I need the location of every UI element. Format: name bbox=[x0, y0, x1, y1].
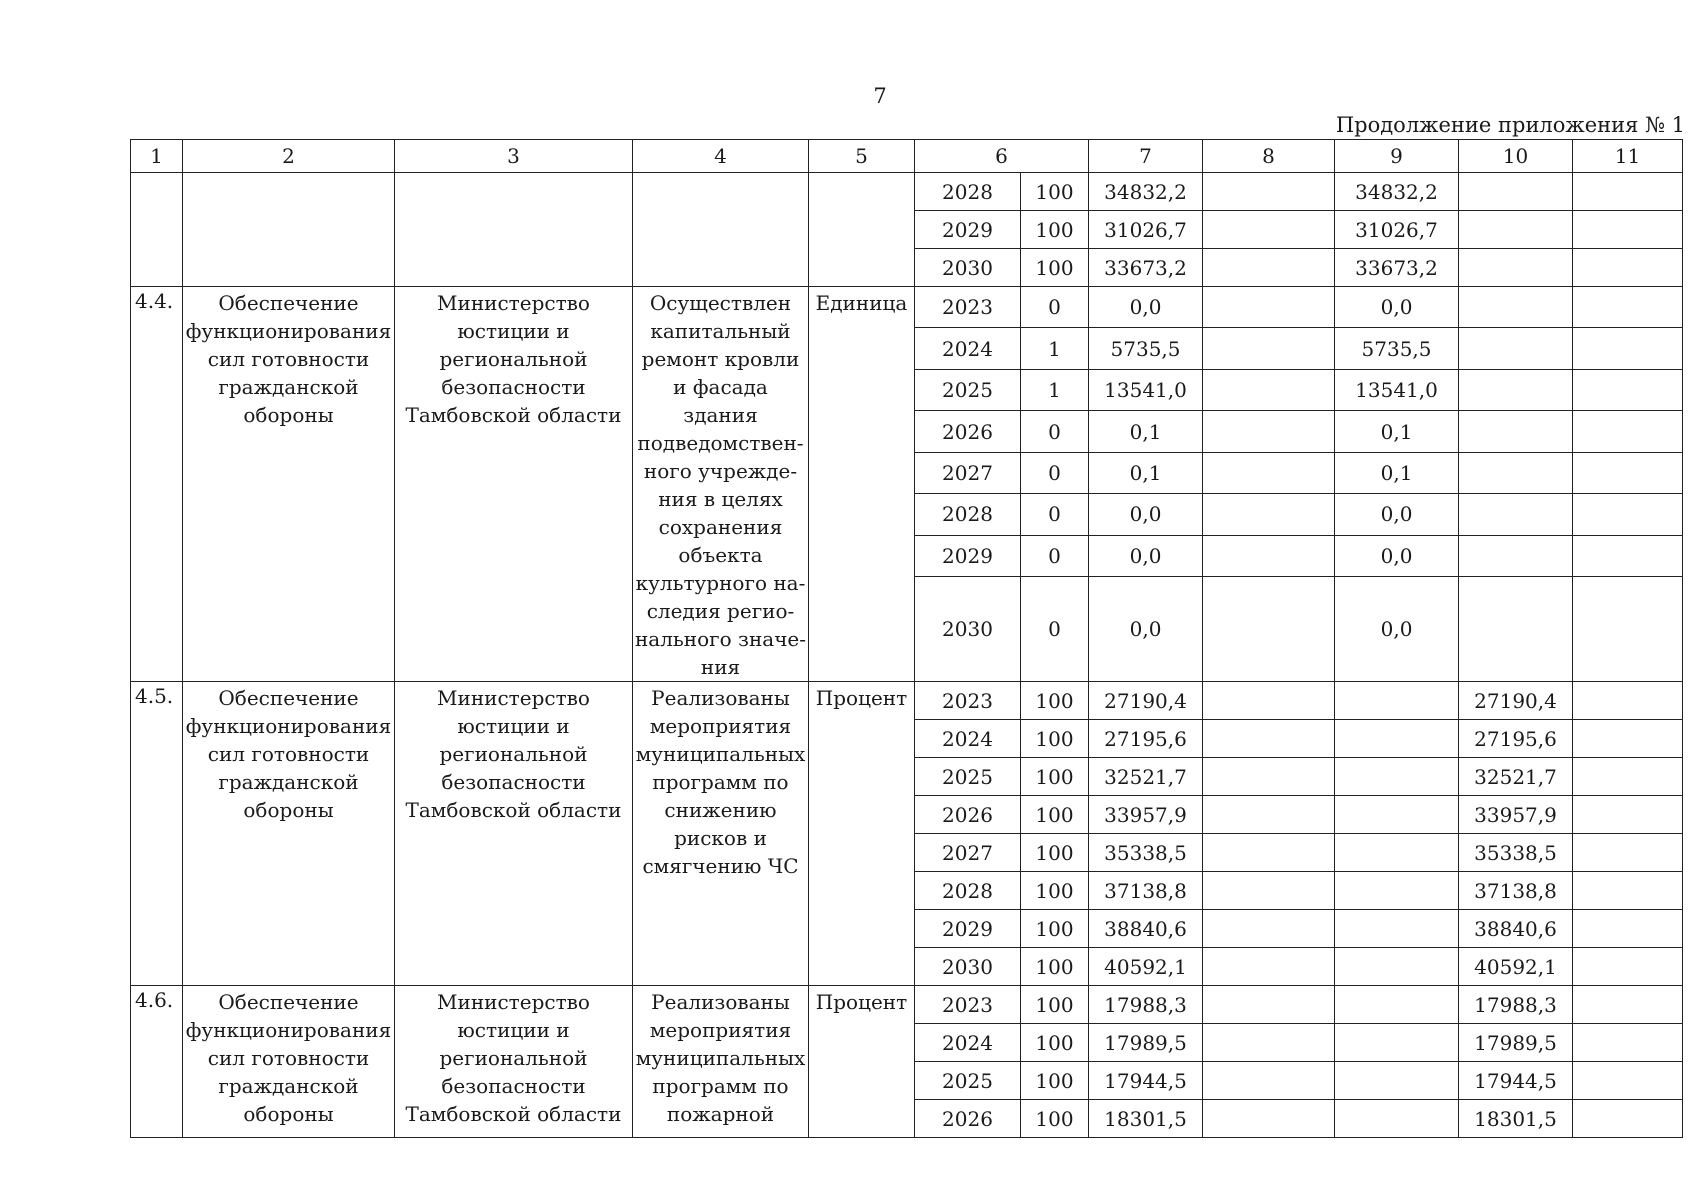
unit-cell: Процент bbox=[809, 986, 915, 1138]
col9-cell: 0,0 bbox=[1335, 287, 1459, 328]
unit-cell: Единица bbox=[809, 287, 915, 682]
result-cell: Реализованы мероприятия муниципальных программ по пожарной bbox=[633, 986, 809, 1138]
col8-cell bbox=[1203, 173, 1335, 211]
header-cell-6: 6 bbox=[915, 140, 1089, 173]
indicator-value-cell: 100 bbox=[1021, 834, 1089, 872]
year-cell: 2029 bbox=[915, 535, 1021, 576]
indicator-value-cell: 100 bbox=[1021, 872, 1089, 910]
result-cell: Реализованы мероприятия муниципальных программ по снижению рисков и смягчению ЧС bbox=[633, 682, 809, 986]
col11-cell bbox=[1573, 535, 1683, 576]
col11-cell bbox=[1573, 948, 1683, 986]
col8-cell bbox=[1203, 328, 1335, 369]
table-row bbox=[131, 986, 1683, 1024]
col11-cell bbox=[1573, 986, 1683, 1024]
col11-cell bbox=[1573, 758, 1683, 796]
indicator-value-cell: 0 bbox=[1021, 452, 1089, 493]
col7-cell: 18301,5 bbox=[1089, 1100, 1203, 1138]
year-cell: 2025 bbox=[915, 369, 1021, 410]
activity-name-cell bbox=[183, 173, 395, 287]
indicator-value-cell: 100 bbox=[1021, 910, 1089, 948]
col10-cell bbox=[1459, 452, 1573, 493]
year-cell: 2023 bbox=[915, 986, 1021, 1024]
activity-name-cell: Обеспечение функционирования сил готовности гражданской обороны bbox=[183, 682, 395, 986]
col9-cell bbox=[1335, 1100, 1459, 1138]
header-cell-1: 1 bbox=[131, 140, 183, 173]
col7-cell: 0,0 bbox=[1089, 287, 1203, 328]
header-cell-4: 4 bbox=[633, 140, 809, 173]
col7-cell: 40592,1 bbox=[1089, 948, 1203, 986]
col7-cell: 33957,9 bbox=[1089, 796, 1203, 834]
agency-cell: Министерство юстиции и региональной безопасности Тамбовской области bbox=[395, 682, 633, 986]
col10-cell: 27190,4 bbox=[1459, 682, 1573, 720]
col9-cell bbox=[1335, 986, 1459, 1024]
year-cell: 2028 bbox=[915, 872, 1021, 910]
col8-cell bbox=[1203, 758, 1335, 796]
col9-cell: 0,1 bbox=[1335, 452, 1459, 493]
year-cell: 2029 bbox=[915, 910, 1021, 948]
year-cell: 2028 bbox=[915, 173, 1021, 211]
indicator-value-cell: 0 bbox=[1021, 577, 1089, 682]
col10-cell: 17988,3 bbox=[1459, 986, 1573, 1024]
col9-cell bbox=[1335, 758, 1459, 796]
header-cell-2: 2 bbox=[183, 140, 395, 173]
year-cell: 2023 bbox=[915, 287, 1021, 328]
year-cell: 2026 bbox=[915, 796, 1021, 834]
result-cell: Осуществлен капитальный ремонт кровли и фасада здания подведомствен-ного учрежде-ния в целях сохранения объекта культурного на-следия регио-нального значе-ния bbox=[633, 287, 809, 682]
col7-cell: 0,1 bbox=[1089, 411, 1203, 452]
indicator-value-cell: 100 bbox=[1021, 173, 1089, 211]
col10-cell bbox=[1459, 494, 1573, 535]
year-cell: 2028 bbox=[915, 494, 1021, 535]
col10-cell: 38840,6 bbox=[1459, 910, 1573, 948]
year-cell: 2027 bbox=[915, 452, 1021, 493]
indicator-value-cell: 0 bbox=[1021, 494, 1089, 535]
col11-cell bbox=[1573, 682, 1683, 720]
col9-cell bbox=[1335, 1062, 1459, 1100]
indicator-value-cell: 100 bbox=[1021, 249, 1089, 287]
unit-cell bbox=[809, 173, 915, 287]
indicator-value-cell: 100 bbox=[1021, 1100, 1089, 1138]
col11-cell bbox=[1573, 910, 1683, 948]
agency-cell bbox=[395, 173, 633, 287]
year-cell: 2030 bbox=[915, 249, 1021, 287]
year-cell: 2030 bbox=[915, 577, 1021, 682]
agency-cell: Министерство юстиции и региональной безопасности Тамбовской области bbox=[395, 287, 633, 682]
col7-cell: 32521,7 bbox=[1089, 758, 1203, 796]
year-cell: 2025 bbox=[915, 1062, 1021, 1100]
col10-cell bbox=[1459, 577, 1573, 682]
col11-cell bbox=[1573, 720, 1683, 758]
continuation-label: Продолжение приложения № 1 bbox=[1335, 113, 1685, 137]
activity-name-cell: Обеспечение функционирования сил готовности гражданской обороны bbox=[183, 986, 395, 1138]
col8-cell bbox=[1203, 986, 1335, 1024]
col7-cell: 17989,5 bbox=[1089, 1024, 1203, 1062]
col10-cell bbox=[1459, 211, 1573, 249]
col11-cell bbox=[1573, 834, 1683, 872]
col10-cell bbox=[1459, 249, 1573, 287]
col7-cell: 17988,3 bbox=[1089, 986, 1203, 1024]
agency-cell: Министерство юстиции и региональной безопасности Тамбовской области bbox=[395, 986, 633, 1138]
col9-cell bbox=[1335, 948, 1459, 986]
year-cell: 2023 bbox=[915, 682, 1021, 720]
col8-cell bbox=[1203, 682, 1335, 720]
indicator-value-cell: 100 bbox=[1021, 1062, 1089, 1100]
col8-cell bbox=[1203, 1024, 1335, 1062]
indicator-value-cell: 100 bbox=[1021, 948, 1089, 986]
table-body bbox=[131, 173, 1683, 1138]
indicator-value-cell: 100 bbox=[1021, 986, 1089, 1024]
col10-cell: 32521,7 bbox=[1459, 758, 1573, 796]
col10-cell bbox=[1459, 173, 1573, 211]
col7-cell: 38840,6 bbox=[1089, 910, 1203, 948]
col9-cell: 5735,5 bbox=[1335, 328, 1459, 369]
col7-cell: 34832,2 bbox=[1089, 173, 1203, 211]
col8-cell bbox=[1203, 872, 1335, 910]
col10-cell bbox=[1459, 411, 1573, 452]
year-cell: 2024 bbox=[915, 328, 1021, 369]
program-table bbox=[130, 139, 1683, 1138]
col7-cell: 17944,5 bbox=[1089, 1062, 1203, 1100]
year-cell: 2024 bbox=[915, 720, 1021, 758]
col10-cell: 40592,1 bbox=[1459, 948, 1573, 986]
col10-cell bbox=[1459, 328, 1573, 369]
col9-cell: 13541,0 bbox=[1335, 369, 1459, 410]
col11-cell bbox=[1573, 872, 1683, 910]
col8-cell bbox=[1203, 577, 1335, 682]
col10-cell: 33957,9 bbox=[1459, 796, 1573, 834]
col9-cell bbox=[1335, 1024, 1459, 1062]
year-cell: 2030 bbox=[915, 948, 1021, 986]
row-number-cell bbox=[131, 173, 183, 287]
year-cell: 2027 bbox=[915, 834, 1021, 872]
year-cell: 2025 bbox=[915, 758, 1021, 796]
col8-cell bbox=[1203, 249, 1335, 287]
indicator-value-cell: 1 bbox=[1021, 328, 1089, 369]
col7-cell: 0,1 bbox=[1089, 452, 1203, 493]
col7-cell: 33673,2 bbox=[1089, 249, 1203, 287]
col11-cell bbox=[1573, 211, 1683, 249]
col10-cell bbox=[1459, 287, 1573, 328]
indicator-value-cell: 0 bbox=[1021, 535, 1089, 576]
col10-cell: 17944,5 bbox=[1459, 1062, 1573, 1100]
col8-cell bbox=[1203, 287, 1335, 328]
col9-cell bbox=[1335, 910, 1459, 948]
indicator-value-cell: 100 bbox=[1021, 211, 1089, 249]
col11-cell bbox=[1573, 1062, 1683, 1100]
table-row bbox=[131, 682, 1683, 720]
year-cell: 2026 bbox=[915, 411, 1021, 452]
col11-cell bbox=[1573, 411, 1683, 452]
col7-cell: 0,0 bbox=[1089, 494, 1203, 535]
activity-name-cell: Обеспечение функционирования сил готовности гражданской обороны bbox=[183, 287, 395, 682]
year-cell: 2029 bbox=[915, 211, 1021, 249]
col7-cell: 35338,5 bbox=[1089, 834, 1203, 872]
col11-cell bbox=[1573, 249, 1683, 287]
col9-cell: 0,1 bbox=[1335, 411, 1459, 452]
indicator-value-cell: 0 bbox=[1021, 411, 1089, 452]
col7-cell: 27195,6 bbox=[1089, 720, 1203, 758]
indicator-value-cell: 0 bbox=[1021, 287, 1089, 328]
col7-cell: 27190,4 bbox=[1089, 682, 1203, 720]
table-row bbox=[131, 173, 1683, 211]
col9-cell bbox=[1335, 872, 1459, 910]
col9-cell bbox=[1335, 682, 1459, 720]
col7-cell: 13541,0 bbox=[1089, 369, 1203, 410]
col10-cell: 35338,5 bbox=[1459, 834, 1573, 872]
header-cell-10: 10 bbox=[1459, 140, 1573, 173]
col11-cell bbox=[1573, 369, 1683, 410]
col8-cell bbox=[1203, 211, 1335, 249]
result-cell bbox=[633, 173, 809, 287]
page-number: 7 bbox=[873, 84, 887, 108]
col11-cell bbox=[1573, 494, 1683, 535]
col10-cell bbox=[1459, 535, 1573, 576]
header-cell-8: 8 bbox=[1203, 140, 1335, 173]
col8-cell bbox=[1203, 452, 1335, 493]
col8-cell bbox=[1203, 796, 1335, 834]
col8-cell bbox=[1203, 369, 1335, 410]
col8-cell bbox=[1203, 535, 1335, 576]
col8-cell bbox=[1203, 411, 1335, 452]
table-row bbox=[131, 287, 1683, 328]
col11-cell bbox=[1573, 1100, 1683, 1138]
col9-cell: 31026,7 bbox=[1335, 211, 1459, 249]
col11-cell bbox=[1573, 452, 1683, 493]
header-cell-11: 11 bbox=[1573, 140, 1683, 173]
year-cell: 2026 bbox=[915, 1100, 1021, 1138]
col9-cell bbox=[1335, 796, 1459, 834]
col7-cell: 5735,5 bbox=[1089, 328, 1203, 369]
col9-cell bbox=[1335, 834, 1459, 872]
header-row bbox=[131, 140, 1683, 173]
header-cell-5: 5 bbox=[809, 140, 915, 173]
row-number-cell: 4.4. bbox=[131, 287, 183, 682]
year-cell: 2024 bbox=[915, 1024, 1021, 1062]
col8-cell bbox=[1203, 494, 1335, 535]
header-cell-3: 3 bbox=[395, 140, 633, 173]
col8-cell bbox=[1203, 948, 1335, 986]
header-cell-9: 9 bbox=[1335, 140, 1459, 173]
indicator-value-cell: 100 bbox=[1021, 682, 1089, 720]
col7-cell: 31026,7 bbox=[1089, 211, 1203, 249]
col7-cell: 0,0 bbox=[1089, 577, 1203, 682]
col7-cell: 0,0 bbox=[1089, 535, 1203, 576]
col11-cell bbox=[1573, 796, 1683, 834]
col10-cell: 17989,5 bbox=[1459, 1024, 1573, 1062]
col9-cell: 0,0 bbox=[1335, 577, 1459, 682]
col10-cell: 18301,5 bbox=[1459, 1100, 1573, 1138]
col11-cell bbox=[1573, 328, 1683, 369]
col10-cell: 27195,6 bbox=[1459, 720, 1573, 758]
col11-cell bbox=[1573, 1024, 1683, 1062]
indicator-value-cell: 100 bbox=[1021, 1024, 1089, 1062]
col10-cell bbox=[1459, 369, 1573, 410]
indicator-value-cell: 1 bbox=[1021, 369, 1089, 410]
col8-cell bbox=[1203, 834, 1335, 872]
col8-cell bbox=[1203, 1100, 1335, 1138]
col7-cell: 37138,8 bbox=[1089, 872, 1203, 910]
col9-cell: 0,0 bbox=[1335, 494, 1459, 535]
col11-cell bbox=[1573, 577, 1683, 682]
indicator-value-cell: 100 bbox=[1021, 720, 1089, 758]
col9-cell bbox=[1335, 720, 1459, 758]
indicator-value-cell: 100 bbox=[1021, 796, 1089, 834]
row-number-cell: 4.6. bbox=[131, 986, 183, 1138]
col11-cell bbox=[1573, 287, 1683, 328]
col8-cell bbox=[1203, 720, 1335, 758]
col9-cell: 0,0 bbox=[1335, 535, 1459, 576]
header-cell-7: 7 bbox=[1089, 140, 1203, 173]
col8-cell bbox=[1203, 910, 1335, 948]
indicator-value-cell: 100 bbox=[1021, 758, 1089, 796]
col8-cell bbox=[1203, 1062, 1335, 1100]
col9-cell: 33673,2 bbox=[1335, 249, 1459, 287]
col11-cell bbox=[1573, 173, 1683, 211]
col10-cell: 37138,8 bbox=[1459, 872, 1573, 910]
unit-cell: Процент bbox=[809, 682, 915, 986]
row-number-cell: 4.5. bbox=[131, 682, 183, 986]
col9-cell: 34832,2 bbox=[1335, 173, 1459, 211]
